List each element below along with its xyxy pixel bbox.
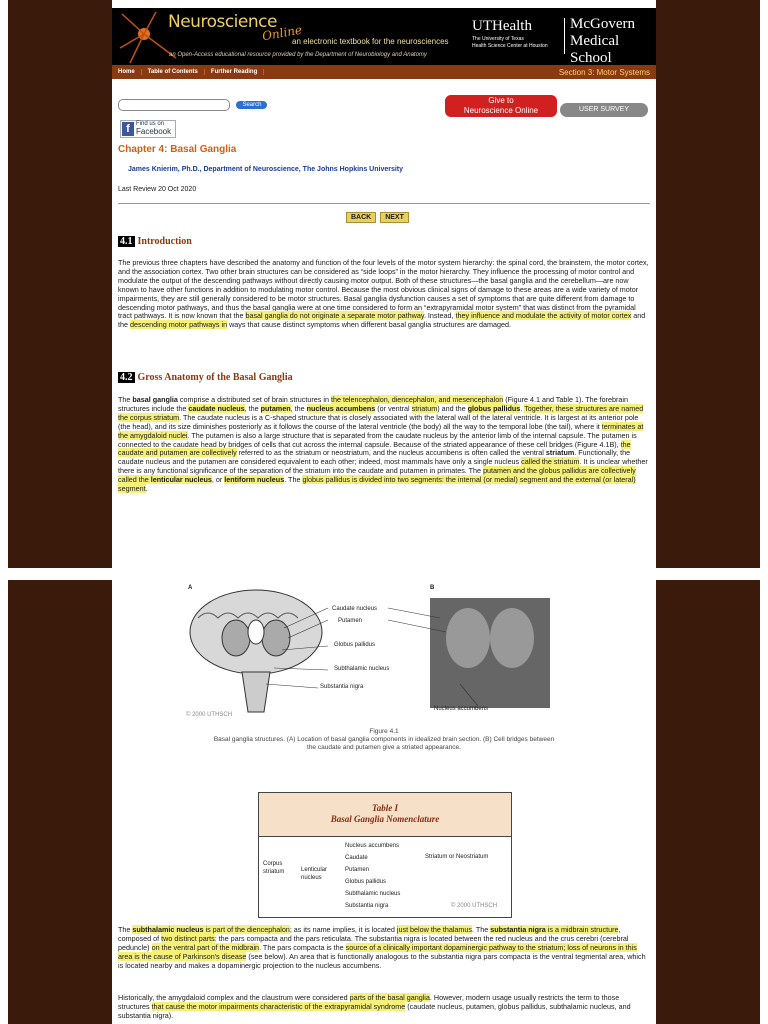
table-item: Putamen: [345, 867, 370, 873]
figure-label-nigra: Substantia nigra: [320, 684, 364, 690]
nav-buttons: [346, 212, 411, 223]
table-copyright: © 2000 UTHSCH: [451, 903, 498, 909]
table-striatum-label: Striatum or Neostriatum: [425, 854, 489, 860]
figure-caption-line1: Basal ganglia structures. (A) Location of basal ganglia components in idealized brain section. (B) Cell bridges between: [213, 736, 555, 743]
mcgovern-line2: Medical School: [570, 33, 620, 65]
divider-line: [118, 203, 650, 204]
figure-caption-line2: the caudate and putamen give a striated appearance.: [307, 744, 461, 751]
table-striatum: striatum: [263, 869, 285, 875]
nav-toc[interactable]: Table of Contents: [142, 69, 205, 75]
facebook-icon: f: [122, 122, 134, 136]
table-corpus: Corpus: [263, 861, 283, 867]
table-lenticular: Lenticular: [301, 867, 328, 873]
intro-paragraph: The previous three chapters have described the anatomy and function of the four levels of the motor system hierarchy: the spinal cord, the brainstem, the motor cortex, and the association cortex. Two other brain structures can be considered as “side loops” in the motor hierarchy. They influence the processing of motor control and modulate the output of the descending pathways without directly causing motor output. Both of these structures—the basal ganglia and the cerebellum—are now known to have other functions in addition to modulating motor control. Because the most obvious clinical signs of damage to these areas are a wide variety of motor impairments, they are still generally considered to be motor structures. Basal ganglia dysfunction causes a set of symptoms that are quite different from damage to descending motor pathways, and thus the basal ganglia were at one time considered to form an “extrapyramidal motor system” that was distinct from the pyramidal tract pathways. It is now known that the basal ganglia do not originate a separate motor pathway. Instead, they influence and modulate the activity of motor cortex and the descending motor pathways in ways that cause distinct symptoms when different basal ganglia structures are damaged.: [118, 258, 649, 330]
figure-label-b: B: [430, 585, 435, 591]
next-button[interactable]: NEXT: [380, 212, 409, 223]
table-header: [259, 793, 511, 837]
subtagline: an Open-Access educational resource provided by the Department of Neurobiology and Anatomy: [169, 52, 427, 58]
logo-divider: [564, 18, 565, 54]
give-button[interactable]: [445, 95, 557, 117]
figure-label-globus: Globus pallidus: [334, 642, 376, 648]
section-number: 4.1: [120, 236, 133, 247]
uthealth-sub2: Health Science Center at Houston: [472, 43, 548, 49]
user-survey-button[interactable]: USER SURVEY: [560, 103, 648, 117]
figure-caption-title: Figure 4.1: [369, 728, 399, 735]
figure-label-putamen: Putamen: [338, 618, 363, 624]
table-title: Table I: [372, 803, 398, 813]
table-item: Caudate: [345, 855, 368, 861]
facebook-line2: Facebook: [136, 127, 172, 136]
section-title: Introduction: [137, 236, 192, 247]
nav-home[interactable]: Home: [112, 69, 142, 75]
table-nomenclature: [258, 792, 512, 918]
left-margin-lower: [8, 580, 112, 1024]
page-gap: [0, 568, 768, 580]
uthealth-logo[interactable]: [472, 18, 548, 49]
page-top: [112, 8, 656, 568]
page-bottom: [112, 580, 656, 1024]
table-item: Subthalamic nucleus: [345, 891, 401, 897]
uthealth-name: UTHealth: [472, 18, 532, 34]
anatomy-paragraph: The basal ganglia comprise a distributed set of brain structures in the telencephalon, diencephalon, and mesencephalon (Figure 4.1 and Table 1). The forebrain structures include the caudate nucleus, the putamen, the nucleus accumbens (or ventral striatum) and the globus pallidus. Together, these structures are named the corpus striatum. The caudate nucleus is a C-shaped structure that is closely associated with the lateral wall of the lateral ventricle. It is largest at its anterior pole (the head), and its size diminishes posteriorly as it follows the course of the lateral ventricle (the body) all the way to the temporal lobe (the tail), where it terminates at the amygdaloid nuclei. The putamen is also a large structure that is separated from the caudate nucleus by the anterior limb of the internal capsule. The putamen is connected to the caudate head by bridges of cells that cut across the internal capsule. Because of the striated appearance of these cell bridges (Figure 4.1B), the caudate and putamen are collectively referred to as the striatum or neostriatum, and the nucleus accumbens is often called the ventral striatum. Functionally, the caudate nucleus and the putamen are considered equivalent to each other; indeed, most mammals have only a single nucleus called the striatum. It is unclear whether there is any functional significance of the separation of the striatum into the caudate and putamen in primates. The putamen and the globus pallidus are collectively called the lenticular nucleus, or lentiform nucleus. The globus pallidus is divided into two segments: the internal (or medial) segment and the external (or lateral) segment.: [118, 395, 648, 494]
subthalamic-paragraph: The subthalamic nucleus is part of the diencephalon; as its name implies, it is located just below the thalamus. The substantia nigra is a midbrain structure, composed of two distinct parts: the pars compacta and the pars reticulata. The substantia nigra is located between the red nucleus and the crus cerebri (cerebral peduncle) on the ventral part of the midbrain. The pars compacta is the source of a clinically important dopaminergic pathway to the striatum; loss of neurons in this area is the cause of Parkinson's disease (see below). An area that is functionally analogous to the substantia nigra pars compacta is the ventral tegmental area, which is located nearby and makes a dopaminergic projection to the nucleus accumbens.: [118, 925, 646, 970]
right-margin: [656, 0, 760, 568]
table-item: Globus pallidus: [345, 879, 387, 885]
figure-label-accumbens: Nucleus accumbens: [434, 706, 489, 712]
figure-4-1: [112, 580, 656, 780]
nav-further-reading[interactable]: Further Reading: [205, 69, 264, 75]
tagline: an electronic textbook for the neurosciences: [292, 37, 449, 46]
figure-copyright: © 2000 UTHSCH: [186, 712, 233, 718]
table-nucleus: nucleus: [301, 875, 322, 881]
figure-label-subthalamic: Subthalamic nucleus: [334, 666, 390, 672]
search-button[interactable]: Search: [236, 101, 267, 109]
table-subtitle: Basal Ganglia Nomenclature: [330, 814, 440, 824]
facebook-link[interactable]: [120, 120, 176, 138]
nav-section: Section 3: Motor Systems: [558, 67, 650, 77]
section-heading-anatomy: [118, 372, 293, 383]
left-margin: [8, 0, 112, 568]
figure-label-caudate: Caudate nucleus: [332, 606, 378, 612]
right-margin-lower: [656, 580, 760, 1024]
back-button[interactable]: BACK: [346, 212, 376, 223]
table-item: Nucleus accumbens: [345, 843, 400, 849]
search-input[interactable]: [118, 99, 230, 111]
table-item: Substantia nigra: [345, 903, 389, 909]
last-review: Last Review 20 Oct 2020: [118, 186, 197, 193]
logo-online: Online: [261, 22, 303, 44]
give-line1: Give to: [488, 96, 514, 105]
logo-title[interactable]: Neuroscience: [168, 12, 277, 32]
section-number: 4.2: [120, 372, 133, 383]
figure-caption: [112, 728, 656, 752]
site-banner: [112, 8, 656, 65]
amygdala-paragraph: Historically, the amygdaloid complex and the claustrum were considered parts of the basal ganglia. However, modern usage usually restricts the term to those structures that cause the motor impairments characteristic of the extrapyramidal syndrome (caudate nucleus, putamen, globus pallidus, subthalamic nucleus, and substantia nigra).: [118, 993, 631, 1020]
author-line[interactable]: James Knierim, Ph.D., Department of Neuroscience, The Johns Hopkins University: [128, 166, 404, 173]
search-row: [118, 96, 267, 114]
figure-label-a: A: [188, 585, 193, 591]
section-title: Gross Anatomy of the Basal Ganglia: [137, 372, 293, 383]
give-line2: Neuroscience Online: [463, 106, 539, 115]
section-heading-intro: [118, 236, 192, 247]
uthealth-sub1: The University of Texas: [472, 36, 524, 42]
chapter-title: Chapter 4: Basal Ganglia: [118, 144, 237, 155]
mcgovern-line1: McGovern: [570, 16, 635, 32]
mcgovern-logo[interactable]: [570, 16, 656, 65]
facebook-line1: Find us on: [136, 121, 165, 127]
nav-bar: [112, 65, 656, 79]
